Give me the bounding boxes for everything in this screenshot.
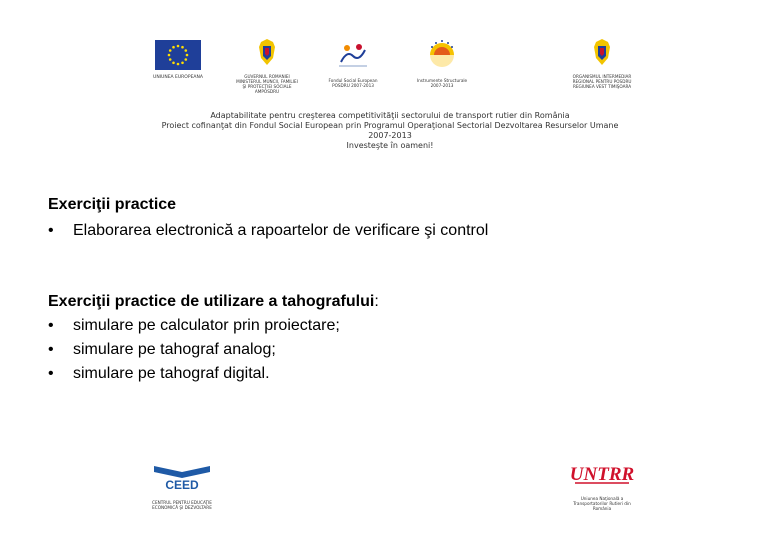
is-caption-2: 2007-2013 <box>430 83 454 88</box>
gov-caption-1: GUVERNUL ROMANIEI <box>244 74 290 79</box>
list-item-text: simulare pe tahograf digital. <box>73 365 270 382</box>
structural-instruments-icon <box>424 38 460 70</box>
oi-caption-2: REGIONAL PENTRU POSDRU <box>572 79 632 84</box>
section-practical-exercises <box>48 195 488 240</box>
bullet-icon: • <box>48 222 54 239</box>
fse-caption-1: Fondul Social European <box>328 78 378 83</box>
fse-caption-2: POSDRU 2007-2013 <box>332 83 374 88</box>
oi-logo <box>562 38 642 89</box>
list-item-text: simulare pe calculator prin proiectare; <box>73 317 340 334</box>
untrr-caption-1: Uniunea Naţională a <box>580 496 624 501</box>
is-caption-1: Instrumente Structurale <box>416 78 468 83</box>
gov-caption-3: ŞI PROTECŢIEI SOCIALE <box>242 84 292 89</box>
oi-caption-1: ORGANISMUL INTERMEDIAR <box>572 74 632 79</box>
coat-of-arms-icon <box>256 38 278 66</box>
list-item-text: Elaborarea electronică a rapoartelor de verificare şi control <box>73 222 489 239</box>
section-tachograph-exercises <box>48 292 379 383</box>
banner-line-3: 2007-2013 <box>368 131 412 140</box>
bullet-icon: • <box>48 341 54 358</box>
section2-heading: Exerciţii practice de utilizare a tahografului <box>48 293 375 310</box>
list-item <box>48 364 379 383</box>
list-item <box>48 221 488 240</box>
project-banner <box>150 111 630 151</box>
section1-heading: Exerciţii practice <box>48 196 177 213</box>
fse-figures-icon <box>333 40 373 70</box>
banner-line-2: Proiect cofinanţat din Fondul Social European prin Programul Operaţional Sectorial Dezvoltarea Resurselor Umane <box>161 121 619 130</box>
ceed-caption-2: ECONOMICĂ ŞI DEZVOLTARE <box>152 505 212 510</box>
oi-caption-3: REGIUNEA VEST TIMIŞOARA <box>572 84 632 89</box>
banner-line-1: Adaptabilitate pentru creşterea competitivităţii sectorului de transport rutier din România <box>210 111 570 120</box>
gov-logo <box>230 38 304 94</box>
untrr-caption-3: România <box>592 506 612 511</box>
ceed-emblem-icon <box>150 462 214 492</box>
fse-logo <box>318 40 388 88</box>
coat-of-arms-icon <box>591 38 613 66</box>
gov-caption-4: AMPOSDRU <box>254 89 280 94</box>
eu-logo-caption: UNIUNEA EUROPEANA <box>153 75 203 80</box>
eu-logo-caption-block <box>145 72 211 81</box>
bullet-icon: • <box>48 317 54 334</box>
eu-stars-icon <box>155 40 201 70</box>
ceed-caption-1: CENTRUL PENTRU EDUCAŢIE <box>152 500 212 505</box>
untrr-emblem-icon <box>569 458 635 488</box>
bullet-icon: • <box>48 365 54 382</box>
list-item <box>48 316 379 335</box>
ceed-logo <box>140 462 224 510</box>
section2-heading-suffix: : <box>374 293 379 310</box>
untrr-caption-2: Transportatorilor Rutieri din <box>573 501 631 506</box>
eu-flag-logo <box>155 40 201 70</box>
list-item <box>48 340 379 359</box>
gov-caption-2: MINISTERUL MUNCII, FAMILIEI <box>236 79 298 84</box>
is-logo <box>407 38 477 88</box>
untrr-logo <box>562 458 642 511</box>
banner-line-4: Investeşte în oameni! <box>346 141 434 150</box>
section2-heading-row <box>48 292 379 311</box>
untrr-wordmark: UNTRR <box>569 464 635 485</box>
ceed-wordmark: CEED <box>165 478 199 492</box>
list-item-text: simulare pe tahograf analog; <box>73 341 276 358</box>
